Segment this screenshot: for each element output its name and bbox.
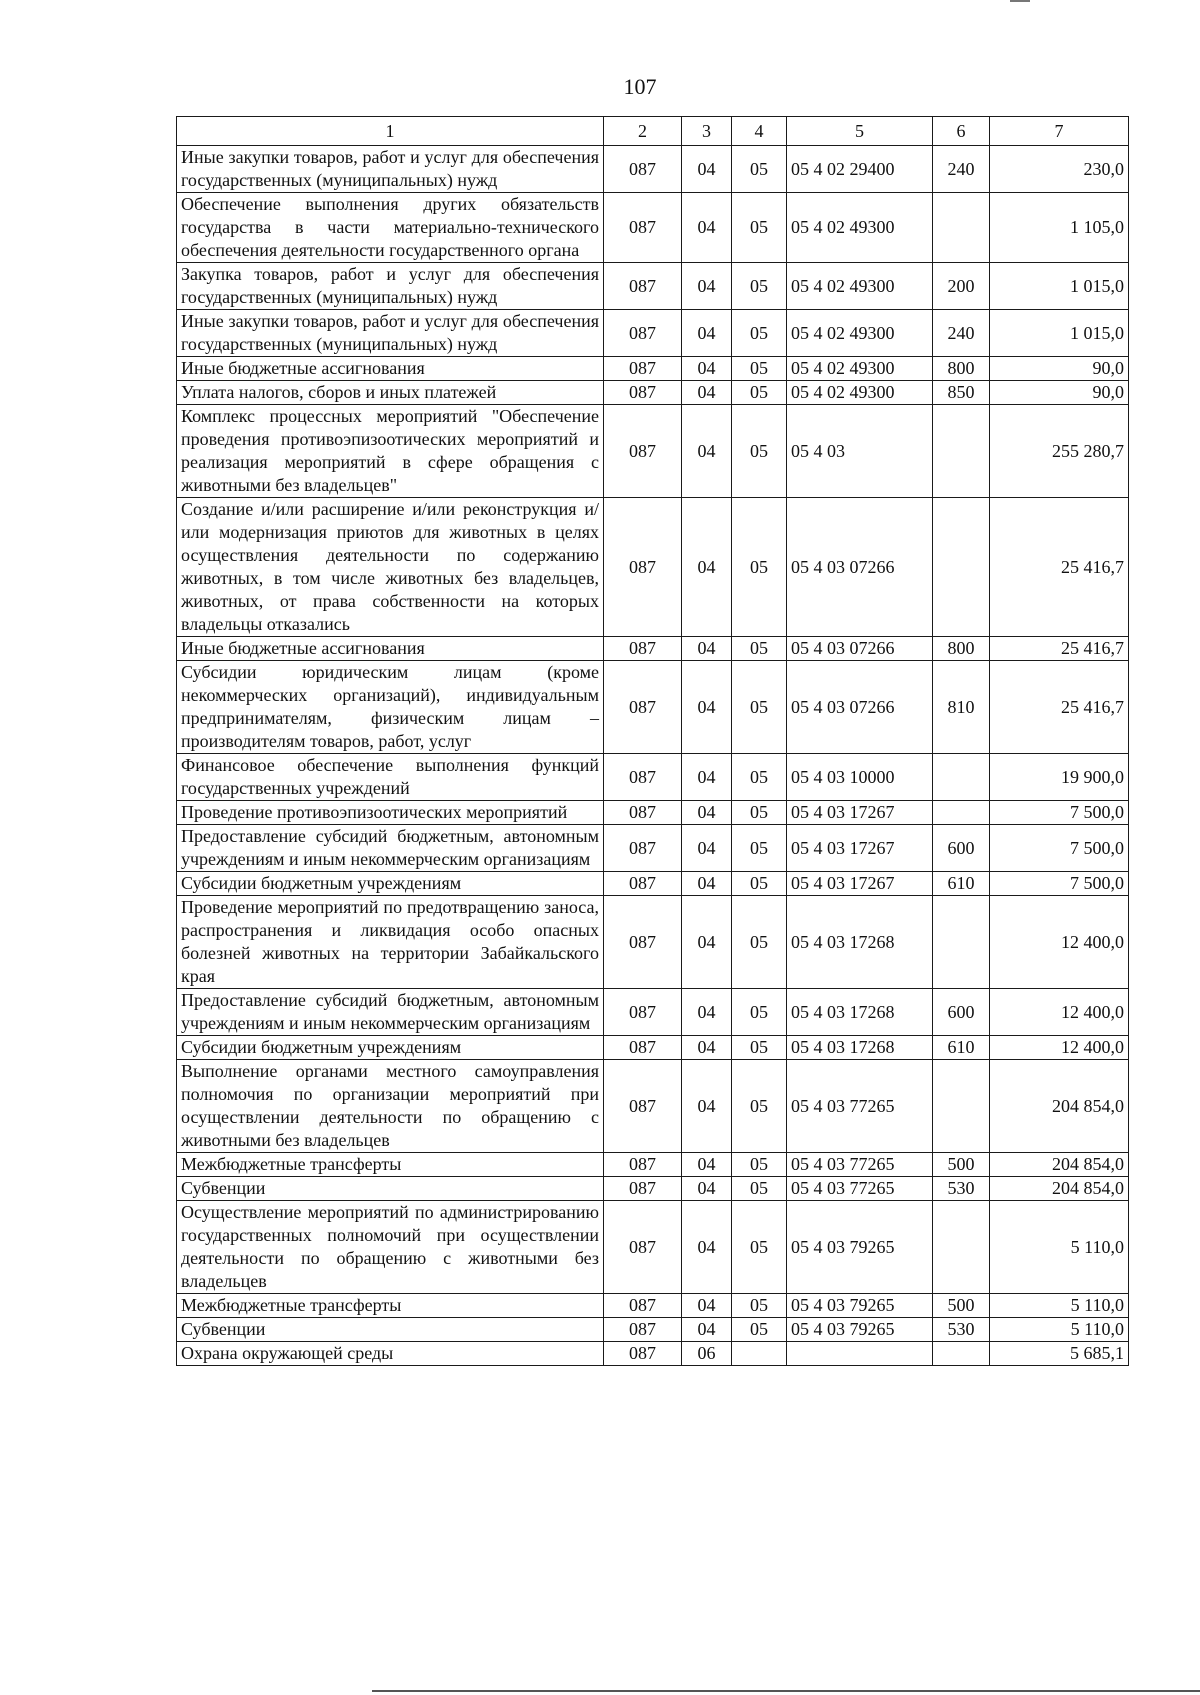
- cell-admin-code: 087: [604, 498, 682, 637]
- cell-section: 04: [682, 896, 732, 989]
- cell-amount: 5 110,0: [990, 1201, 1129, 1294]
- cell-expense-type: 240: [933, 146, 990, 193]
- cell-target-article: 05 4 03 17267: [787, 825, 933, 872]
- table-row: [177, 825, 1129, 872]
- cell-expense-type: [933, 1060, 990, 1153]
- cell-name: Выполнение органами местного самоуправления полномочия по организации мероприятий при осуществлении деятельности по обращению с животными без владельцев: [177, 1060, 604, 1153]
- cell-admin-code: 087: [604, 381, 682, 405]
- table-row: [177, 1294, 1129, 1318]
- cell-expense-type: 610: [933, 1036, 990, 1060]
- cell-section: 04: [682, 1294, 732, 1318]
- cell-section: 04: [682, 146, 732, 193]
- cell-admin-code: 087: [604, 989, 682, 1036]
- table-row: [177, 405, 1129, 498]
- cell-expense-type: [933, 1342, 990, 1366]
- cell-section: 04: [682, 1036, 732, 1060]
- cell-subsection: 05: [732, 754, 787, 801]
- cell-name: Иные бюджетные ассигнования: [177, 357, 604, 381]
- table-row: [177, 989, 1129, 1036]
- cell-admin-code: 087: [604, 193, 682, 263]
- cell-target-article: 05 4 03 07266: [787, 637, 933, 661]
- cell-section: 04: [682, 872, 732, 896]
- cell-name: Осуществление мероприятий по администрированию государственных полномочий при осуществлении деятельности по обращению с животными без владельцев: [177, 1201, 604, 1294]
- cell-expense-type: 610: [933, 872, 990, 896]
- cell-name: Предоставление субсидий бюджетным, автономным учреждениям и иным некоммерческим организациям: [177, 989, 604, 1036]
- cell-subsection: 05: [732, 872, 787, 896]
- cell-subsection: 05: [732, 498, 787, 637]
- cell-amount: 25 416,7: [990, 661, 1129, 754]
- scan-artifact-top: [1010, 0, 1030, 2]
- cell-expense-type: [933, 1201, 990, 1294]
- cell-expense-type: 850: [933, 381, 990, 405]
- cell-subsection: 05: [732, 263, 787, 310]
- cell-admin-code: 087: [604, 637, 682, 661]
- table-row: [177, 146, 1129, 193]
- table-row: [177, 1153, 1129, 1177]
- cell-subsection: 05: [732, 1318, 787, 1342]
- cell-target-article: 05 4 02 49300: [787, 357, 933, 381]
- cell-subsection: 05: [732, 1294, 787, 1318]
- table-row: [177, 801, 1129, 825]
- cell-admin-code: 087: [604, 1201, 682, 1294]
- cell-target-article: 05 4 02 49300: [787, 193, 933, 263]
- cell-subsection: 05: [732, 381, 787, 405]
- cell-subsection: 05: [732, 825, 787, 872]
- cell-admin-code: 087: [604, 1177, 682, 1201]
- cell-target-article: 05 4 03: [787, 405, 933, 498]
- cell-admin-code: 087: [604, 1342, 682, 1366]
- cell-target-article: 05 4 03 07266: [787, 661, 933, 754]
- cell-expense-type: [933, 498, 990, 637]
- cell-target-article: 05 4 02 49300: [787, 310, 933, 357]
- table-row: [177, 896, 1129, 989]
- budget-table: [176, 116, 1129, 1366]
- cell-name: Комплекс процессных мероприятий "Обеспечение проведения противоэпизоотических мероприятий и реализация мероприятий в сфере обращения с животными без владельцев": [177, 405, 604, 498]
- cell-subsection: 05: [732, 1153, 787, 1177]
- cell-name: Обеспечение выполнения других обязательств государства в части материально-технического обеспечения деятельности государственного органа: [177, 193, 604, 263]
- cell-subsection: 05: [732, 1036, 787, 1060]
- cell-amount: 1 105,0: [990, 193, 1129, 263]
- cell-expense-type: [933, 801, 990, 825]
- cell-admin-code: 087: [604, 801, 682, 825]
- cell-subsection: 05: [732, 637, 787, 661]
- cell-amount: 255 280,7: [990, 405, 1129, 498]
- cell-admin-code: 087: [604, 263, 682, 310]
- cell-admin-code: 087: [604, 1294, 682, 1318]
- cell-name: Субсидии юридическим лицам (кроме некоммерческих организаций), индивидуальным предпринимателям, физическим лицам – производителям товаров, работ, услуг: [177, 661, 604, 754]
- table-row: [177, 357, 1129, 381]
- cell-admin-code: 087: [604, 1036, 682, 1060]
- header-col-3: 3: [682, 117, 732, 146]
- cell-amount: 7 500,0: [990, 825, 1129, 872]
- cell-name: Субсидии бюджетным учреждениям: [177, 872, 604, 896]
- cell-subsection: 05: [732, 146, 787, 193]
- cell-subsection: 05: [732, 989, 787, 1036]
- cell-amount: 5 110,0: [990, 1294, 1129, 1318]
- cell-section: 04: [682, 754, 732, 801]
- page-number: 107: [623, 74, 657, 99]
- cell-name: Иные закупки товаров, работ и услуг для обеспечения государственных (муниципальных) нужд: [177, 310, 604, 357]
- cell-amount: 204 854,0: [990, 1153, 1129, 1177]
- cell-section: 04: [682, 263, 732, 310]
- cell-name: Охрана окружающей среды: [177, 1342, 604, 1366]
- cell-admin-code: 087: [604, 1060, 682, 1153]
- cell-target-article: [787, 1342, 933, 1366]
- cell-amount: 230,0: [990, 146, 1129, 193]
- table-row: [177, 193, 1129, 263]
- cell-subsection: 05: [732, 405, 787, 498]
- cell-amount: 7 500,0: [990, 801, 1129, 825]
- header-col-2: 2: [604, 117, 682, 146]
- cell-expense-type: 600: [933, 989, 990, 1036]
- table-row: [177, 1201, 1129, 1294]
- cell-target-article: 05 4 03 10000: [787, 754, 933, 801]
- cell-section: 04: [682, 1177, 732, 1201]
- cell-amount: 90,0: [990, 381, 1129, 405]
- header-col-1: 1: [177, 117, 604, 146]
- cell-name: Уплата налогов, сборов и иных платежей: [177, 381, 604, 405]
- cell-amount: 204 854,0: [990, 1177, 1129, 1201]
- cell-section: 04: [682, 1153, 732, 1177]
- cell-expense-type: 530: [933, 1177, 990, 1201]
- cell-admin-code: 087: [604, 872, 682, 896]
- cell-subsection: 05: [732, 1201, 787, 1294]
- table-row: [177, 310, 1129, 357]
- table-row: [177, 754, 1129, 801]
- header-col-7: 7: [990, 117, 1129, 146]
- cell-subsection: 05: [732, 310, 787, 357]
- cell-expense-type: 500: [933, 1294, 990, 1318]
- cell-target-article: 05 4 03 79265: [787, 1318, 933, 1342]
- cell-name: Финансовое обеспечение выполнения функций государственных учреждений: [177, 754, 604, 801]
- cell-expense-type: 810: [933, 661, 990, 754]
- cell-section: 06: [682, 1342, 732, 1366]
- header-col-6: 6: [933, 117, 990, 146]
- cell-admin-code: 087: [604, 825, 682, 872]
- table-row: [177, 661, 1129, 754]
- cell-amount: 204 854,0: [990, 1060, 1129, 1153]
- cell-target-article: 05 4 03 17267: [787, 872, 933, 896]
- cell-target-article: 05 4 03 77265: [787, 1177, 933, 1201]
- table-row: [177, 1177, 1129, 1201]
- cell-expense-type: 200: [933, 263, 990, 310]
- cell-expense-type: 500: [933, 1153, 990, 1177]
- cell-name: Предоставление субсидий бюджетным, автономным учреждениям и иным некоммерческим организациям: [177, 825, 604, 872]
- cell-section: 04: [682, 801, 732, 825]
- cell-name: Межбюджетные трансферты: [177, 1294, 604, 1318]
- cell-section: 04: [682, 1060, 732, 1153]
- cell-target-article: 05 4 03 17268: [787, 1036, 933, 1060]
- cell-section: 04: [682, 661, 732, 754]
- cell-amount: 7 500,0: [990, 872, 1129, 896]
- cell-amount: 19 900,0: [990, 754, 1129, 801]
- scan-artifact-bottom: [372, 1690, 1200, 1692]
- cell-amount: 12 400,0: [990, 896, 1129, 989]
- cell-subsection: 05: [732, 896, 787, 989]
- cell-target-article: 05 4 03 17268: [787, 989, 933, 1036]
- cell-expense-type: [933, 405, 990, 498]
- cell-admin-code: 087: [604, 310, 682, 357]
- cell-expense-type: 800: [933, 357, 990, 381]
- table-row: [177, 263, 1129, 310]
- cell-expense-type: [933, 896, 990, 989]
- cell-section: 04: [682, 825, 732, 872]
- cell-section: 04: [682, 989, 732, 1036]
- cell-target-article: 05 4 02 49300: [787, 381, 933, 405]
- cell-target-article: 05 4 02 49300: [787, 263, 933, 310]
- cell-admin-code: 087: [604, 1153, 682, 1177]
- cell-amount: 1 015,0: [990, 310, 1129, 357]
- cell-admin-code: 087: [604, 661, 682, 754]
- cell-target-article: 05 4 03 07266: [787, 498, 933, 637]
- cell-admin-code: 087: [604, 357, 682, 381]
- cell-section: 04: [682, 637, 732, 661]
- cell-section: 04: [682, 1201, 732, 1294]
- cell-name: Проведение противоэпизоотических мероприятий: [177, 801, 604, 825]
- cell-amount: 25 416,7: [990, 637, 1129, 661]
- cell-name: Проведение мероприятий по предотвращению заноса, распространения и ликвидация особо опасных болезней животных на территории Забайкальского края: [177, 896, 604, 989]
- cell-expense-type: 800: [933, 637, 990, 661]
- cell-subsection: 05: [732, 801, 787, 825]
- cell-target-article: 05 4 03 79265: [787, 1294, 933, 1318]
- cell-amount: 1 015,0: [990, 263, 1129, 310]
- cell-subsection: 05: [732, 193, 787, 263]
- cell-admin-code: 087: [604, 405, 682, 498]
- cell-name: Иные бюджетные ассигнования: [177, 637, 604, 661]
- cell-amount: 12 400,0: [990, 1036, 1129, 1060]
- table-row: [177, 1060, 1129, 1153]
- cell-target-article: 05 4 03 17267: [787, 801, 933, 825]
- cell-amount: 25 416,7: [990, 498, 1129, 637]
- table-row: [177, 381, 1129, 405]
- table-row: [177, 498, 1129, 637]
- cell-name: Межбюджетные трансферты: [177, 1153, 604, 1177]
- cell-subsection: 05: [732, 1177, 787, 1201]
- cell-amount: 5 685,1: [990, 1342, 1129, 1366]
- header-col-4: 4: [732, 117, 787, 146]
- cell-admin-code: 087: [604, 1318, 682, 1342]
- cell-name: Субвенции: [177, 1318, 604, 1342]
- cell-target-article: 05 4 03 79265: [787, 1201, 933, 1294]
- cell-target-article: 05 4 03 77265: [787, 1153, 933, 1177]
- cell-amount: 5 110,0: [990, 1318, 1129, 1342]
- cell-section: 04: [682, 1318, 732, 1342]
- cell-name: Иные закупки товаров, работ и услуг для обеспечения государственных (муниципальных) нужд: [177, 146, 604, 193]
- table-header-row: [177, 117, 1129, 146]
- table-row: [177, 1342, 1129, 1366]
- cell-target-article: 05 4 03 17268: [787, 896, 933, 989]
- cell-subsection: 05: [732, 1060, 787, 1153]
- table-row: [177, 637, 1129, 661]
- cell-subsection: [732, 1342, 787, 1366]
- cell-target-article: 05 4 03 77265: [787, 1060, 933, 1153]
- cell-expense-type: 600: [933, 825, 990, 872]
- table-row: [177, 1318, 1129, 1342]
- cell-admin-code: 087: [604, 754, 682, 801]
- cell-section: 04: [682, 405, 732, 498]
- cell-name: Субсидии бюджетным учреждениям: [177, 1036, 604, 1060]
- cell-subsection: 05: [732, 661, 787, 754]
- table-row: [177, 872, 1129, 896]
- cell-subsection: 05: [732, 357, 787, 381]
- cell-name: Субвенции: [177, 1177, 604, 1201]
- cell-amount: 90,0: [990, 357, 1129, 381]
- cell-admin-code: 087: [604, 146, 682, 193]
- cell-expense-type: 530: [933, 1318, 990, 1342]
- table-row: [177, 1036, 1129, 1060]
- cell-amount: 12 400,0: [990, 989, 1129, 1036]
- cell-admin-code: 087: [604, 896, 682, 989]
- header-col-5: 5: [787, 117, 933, 146]
- cell-section: 04: [682, 498, 732, 637]
- cell-name: Закупка товаров, работ и услуг для обеспечения государственных (муниципальных) нужд: [177, 263, 604, 310]
- cell-section: 04: [682, 357, 732, 381]
- cell-expense-type: 240: [933, 310, 990, 357]
- cell-target-article: 05 4 02 29400: [787, 146, 933, 193]
- cell-section: 04: [682, 381, 732, 405]
- cell-section: 04: [682, 193, 732, 263]
- cell-expense-type: [933, 754, 990, 801]
- cell-expense-type: [933, 193, 990, 263]
- cell-name: Создание и/или расширение и/или реконструкция и/или модернизация приютов для животных в целях осуществления деятельности по содержанию животных, в том числе животных без владельцев, животных, от права собственности на которых владельцы отказались: [177, 498, 604, 637]
- cell-section: 04: [682, 310, 732, 357]
